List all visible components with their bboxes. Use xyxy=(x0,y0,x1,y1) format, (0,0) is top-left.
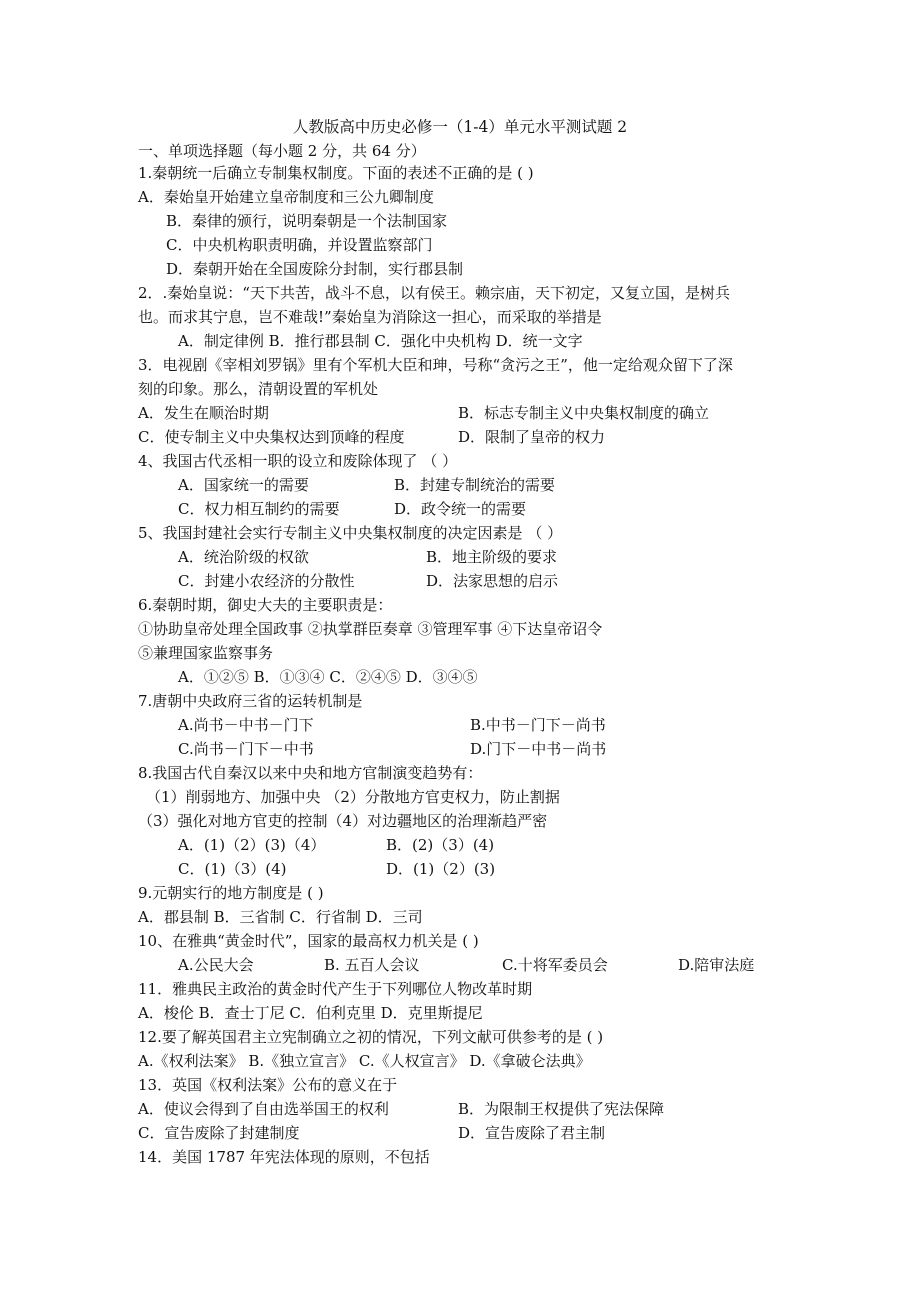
question-8-option-a: A．(1)（2）(3)（4） xyxy=(178,836,326,854)
question-4-stem: 4、我国古代丞相一职的设立和废除体现了 （ ） xyxy=(138,452,458,470)
question-3-option-d: D．限制了皇帝的权力 xyxy=(458,428,606,446)
question-4-option-d: D．政令统一的需要 xyxy=(394,500,527,518)
question-10-option-c: C.十将军委员会 xyxy=(502,956,608,974)
question-5-option-b: B．地主阶级的要求 xyxy=(426,548,558,566)
question-8-item-line-1: （1）削弱地方、加强中央 （2）分散地方官吏权力，防止割据 xyxy=(146,788,560,806)
question-12-options: A.《权利法案》 B.《独立宣言》 C.《人权宣言》 D.《拿破仑法典》 xyxy=(138,1052,591,1070)
question-8-option-d: D．(1)（2）(3) xyxy=(386,860,496,878)
question-7-option-c: C.尚书－门下－中书 xyxy=(178,740,314,758)
question-10-option-a: A.公民大会 xyxy=(178,956,254,974)
question-2-stem: 2．.秦始皇说：“天下共苦，战斗不息，以有侯王。赖宗庙，天下初定，又复立国，是树兵 xyxy=(138,284,730,302)
question-13-option-c: C．宣告废除了封建制度 xyxy=(138,1124,300,1142)
question-3-stem-cont: 刻的印象。那么，清朝设置的军机处 xyxy=(138,380,379,398)
question-2-stem-cont: 也。而求其宁息，岂不难哉!”秦始皇为消除这一担心，而采取的举措是 xyxy=(138,308,602,326)
question-11-options: A．梭伦 B．查士丁尼 C．伯利克里 D．克里斯提尼 xyxy=(138,1004,483,1022)
question-13-option-d: D．宣告废除了君主制 xyxy=(458,1124,606,1142)
question-10-stem: 10、在雅典“黄金时代”，国家的最高权力机关是 ( ) xyxy=(138,932,479,950)
question-3-option-c: C．使专制主义中央集权达到顶峰的程度 xyxy=(138,428,405,446)
question-7-option-a: A.尚书－中书－门下 xyxy=(178,716,314,734)
question-5-option-c: C．封建小农经济的分散性 xyxy=(178,572,355,590)
question-1-option-b: B．秦律的颁行，说明秦朝是一个法制国家 xyxy=(166,212,448,230)
question-6-items-cont: ⑤兼理国家监察事务 xyxy=(138,644,274,662)
question-8-option-b: B．(2)（3）(4) xyxy=(386,836,495,854)
question-12-stem: 12.要了解英国君主立宪制确立之初的情况，下列文献可供参考的是 ( ) xyxy=(138,1028,604,1046)
question-4-option-c: C．权力相互制约的需要 xyxy=(178,500,340,518)
question-13-stem: 13．英国《权利法案》公布的意义在于 xyxy=(138,1076,398,1094)
question-6-options: A．①②⑤ B．①③④ C．②④⑤ D．③④⑤ xyxy=(178,668,478,686)
question-9-stem: 9.元朝实行的地方制度是 ( ) xyxy=(138,884,324,902)
question-3-stem: 3．电视剧《宰相刘罗锅》里有个军机大臣和珅，号称“贪污之王”，他一定给观众留下了深 xyxy=(138,356,733,374)
question-3-option-a: A．发生在顺治时期 xyxy=(138,404,269,422)
question-7-option-b: B.中书－门下－尚书 xyxy=(470,716,606,734)
page-title: 人教版高中历史必修一（1-4）单元水平测试题 2 xyxy=(292,118,628,136)
question-1-stem: 1.秦朝统一后确立专制集权制度。下面的表述不正确的是 ( ) xyxy=(138,164,534,182)
question-1-option-d: D．秦朝开始在全国废除分封制，实行郡县制 xyxy=(166,260,464,278)
question-13-option-b: B．为限制王权提供了宪法保障 xyxy=(458,1100,665,1118)
question-6-items: ①协助皇帝处理全国政事 ②执掌群臣奏章 ③管理军事 ④下达皇帝诏令 xyxy=(138,620,603,638)
section-heading: 一、单项选择题（每小题 2 分，共 64 分） xyxy=(138,142,426,160)
question-7-option-d: D.门下－中书－尚书 xyxy=(470,740,607,758)
question-8-item-line-2: （3）强化对地方官吏的控制（4）对边疆地区的治理渐趋严密 xyxy=(138,812,548,830)
question-1-option-c: C．中央机构职责明确，并设置监察部门 xyxy=(166,236,433,254)
question-2-options: A．制定律例 B．推行郡县制 C．强化中央机构 D．统一文字 xyxy=(178,332,583,350)
question-8-stem: 8.我国古代自秦汉以来中央和地方官制演变趋势有： xyxy=(138,764,483,782)
question-6-stem: 6.秦朝时期，御史大夫的主要职责是： xyxy=(138,596,393,614)
question-13-option-a: A．使议会得到了自由选举国王的权利 xyxy=(138,1100,389,1118)
question-9-options: A．郡县制 B．三省制 C．行省制 D．三司 xyxy=(138,908,423,926)
question-8-option-c: C．(1)（3）(4) xyxy=(178,860,287,878)
question-5-option-d: D．法家思想的启示 xyxy=(426,572,559,590)
question-5-stem: 5、我国封建社会实行专制主义中央集权制度的决定因素是 （ ） xyxy=(138,524,563,542)
question-4-option-b: B．封建专制统治的需要 xyxy=(394,476,556,494)
question-10-option-b: B. 五百人会议 xyxy=(324,956,420,974)
question-1-option-a: A．秦始皇开始建立皇帝制度和三公九卿制度 xyxy=(138,188,434,206)
question-3-option-b: B．标志专制主义中央集权制度的确立 xyxy=(458,404,710,422)
question-14-stem: 14．美国 1787 年宪法体现的原则，不包括 xyxy=(138,1148,430,1166)
question-11-stem: 11．雅典民主政治的黄金时代产生于下列哪位人物改革时期 xyxy=(138,980,533,998)
question-5-option-a: A．统治阶级的权欲 xyxy=(178,548,309,566)
question-10-option-d: D.陪审法庭 xyxy=(678,956,755,974)
question-7-stem: 7.唐朝中央政府三省的运转机制是 xyxy=(138,692,363,710)
question-4-option-a: A．国家统一的需要 xyxy=(178,476,309,494)
